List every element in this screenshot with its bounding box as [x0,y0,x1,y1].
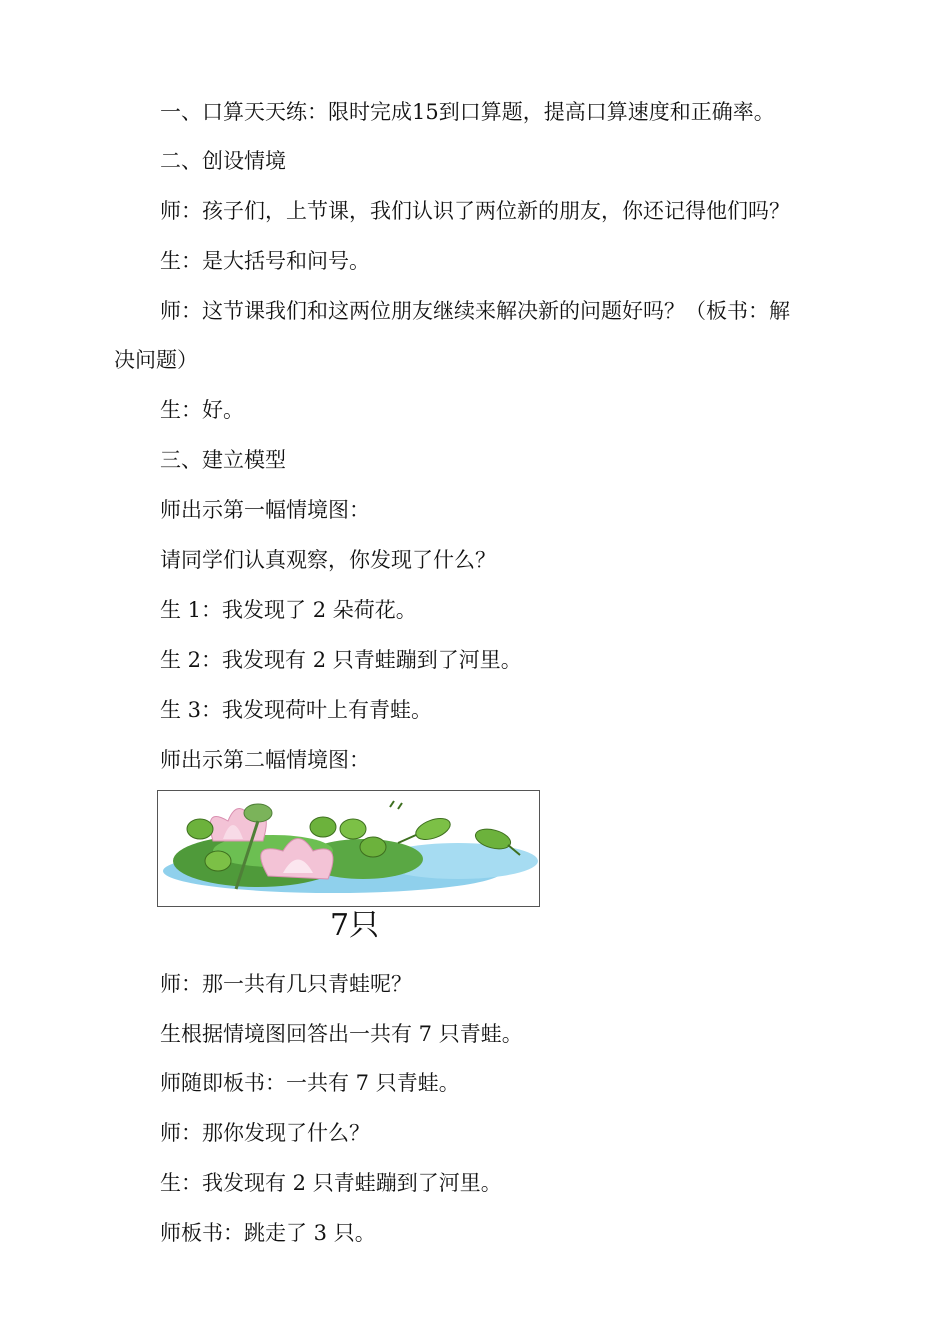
paragraph: 师板书：跳走了 3 只。 [160,1221,376,1245]
jumping-frog [398,814,453,843]
paragraph: 一、口算天天练：限时完成15到口算题，提高口算速度和正确率。 [160,100,775,124]
paragraph: 师出示第一幅情境图： [160,498,370,522]
motion-lines [390,801,402,809]
paragraph: 生：是大括号和问号。 [160,249,370,273]
figure-caption: 7只 [330,908,380,943]
paragraph: 师：孩子们，上节课，我们认识了两位新的朋友，你还记得他们吗？ [160,199,790,223]
frog [205,851,231,871]
frog [187,819,213,839]
paragraph: 请同学们认真观察，你发现了什么？ [160,548,496,572]
frog [360,837,386,857]
paragraph: 师：那你发现了什么？ [160,1121,370,1145]
paragraph: 生 3：我发现荷叶上有青蛙。 [160,698,433,722]
frog [310,817,336,837]
paragraph: 生：我发现有 2 只青蛙蹦到了河里。 [160,1171,502,1195]
lotus-frogs-illustration [157,790,540,907]
paragraph: 师：那一共有几只青蛙呢？ [160,972,412,996]
paragraph: 生 2：我发现有 2 只青蛙蹦到了河里。 [160,648,522,672]
paragraph: 生 1：我发现了 2 朵荷花。 [160,598,417,622]
paragraph: 师随即板书：一共有 7 只青蛙。 [160,1071,460,1095]
paragraph: 生：好。 [160,398,244,422]
section-heading: 二、创设情境 [160,149,286,173]
paragraph: 生根据情境图回答出一共有 7 只青蛙。 [160,1022,523,1046]
paragraph: 师：这节课我们和这两位朋友继续来解决新的问题好吗？（板书：解 [160,299,790,323]
paragraph: 师出示第二幅情境图： [160,748,370,772]
paragraph-continuation: 决问题） [114,348,198,372]
section-heading: 三、建立模型 [160,448,286,472]
pond-scene-image [158,791,539,906]
frog [340,819,366,839]
